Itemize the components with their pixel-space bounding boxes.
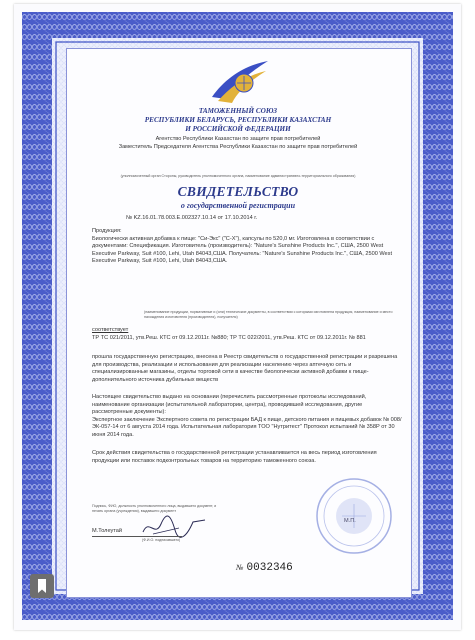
reg-date-label: от bbox=[217, 215, 224, 221]
product-caption: (наименование продукции, нормативные и (или) технические документы, в соответствии с которыми изготовлена продукция, наименование и место нахождения изготовителя (производителя), получателя) bbox=[144, 310, 393, 319]
registration-line bbox=[126, 215, 257, 223]
document-subtitle: о государственной регистрации bbox=[180, 201, 296, 210]
signatory-name: М.Толеутай bbox=[92, 528, 123, 534]
compliance-text: ТР ТС 021/2011, утв.Реш. КТС от 09.12.2011г. №880; ТР ТС 022/2011, утв.Реш. КТС от 09.12.2011г. № 881 bbox=[92, 334, 366, 341]
basis-block bbox=[92, 394, 404, 440]
document-title: СВИДЕТЕЛЬСТВО bbox=[177, 184, 299, 199]
blank-number-value: 0032346 bbox=[246, 562, 293, 574]
union-title: ТАМОЖЕННЫЙ СОЮЗ bbox=[198, 107, 278, 115]
signature-line bbox=[92, 536, 182, 537]
bookmark-icon[interactable] bbox=[30, 574, 54, 598]
signature-caption: Подпись, ФИО, должность уполномоченного лица, выдавшего документ, и печать органа (учреждения), выдавшего документ bbox=[92, 504, 217, 514]
union-countries: РЕСПУБЛИКИ БЕЛАРУСЬ, РЕСПУБЛИКИ КАЗАХСТАН bbox=[144, 116, 332, 124]
validity-text: Срок действия свидетельства о государственной регистрации устанавливается на весь период изготовления продукции или поставок подконтрольных товаров на территорию таможенного союза. bbox=[92, 450, 377, 464]
bookmark-glyph-icon bbox=[30, 574, 54, 598]
official-seal bbox=[314, 476, 394, 556]
basis-text: Экспертное заключение Экспертного совета по регистрации БАД к пище, детского питания и пищевых добавок № 008/ЭК-057-14 от 6 августа 2014 года. Испытательная лаборатория ТОО "Нутритест" Протокол испытаний № 358Р от 30 июня 2014 года. bbox=[92, 416, 402, 438]
certificate-page bbox=[14, 4, 461, 630]
compliance-block bbox=[92, 327, 404, 342]
compliance-label: соответствует bbox=[92, 327, 129, 333]
blank-number bbox=[236, 562, 293, 574]
registration-text: прошла государственную регистрацию, внесена в Реестр свидетельств о государственной регистрации и разрешена для производства, реализации и использования для реализации населению через аптечную сеть и специализированные магазины, отделы торговой сети в качестве биологически активной добавки к пище-дополнительного источника дубильных веществ bbox=[92, 354, 398, 383]
signatory-caption: (Ф.И.О. подписавшего) bbox=[142, 538, 181, 542]
deputy-name: Заместитель Председателя Агентства Республики Казахстан по защите прав потребителей bbox=[118, 144, 358, 150]
registration-block bbox=[92, 354, 404, 384]
product-label: Продукция: bbox=[92, 228, 122, 234]
blank-number-symbol: № bbox=[236, 563, 244, 572]
organ-caption: (уполномоченный орган Стороны, руководитель уполномоченного органа, наименование административно-территориального образования) bbox=[120, 174, 356, 178]
agency-name: Агентство Республики Казахстан по защите прав потребителей bbox=[155, 136, 321, 142]
product-text: Биологически активная добавка к пище: "Си-Экс" ("С-Х"), капсулы по 520,0 мг. Изготовлена в соответствии с документами: Спецификация. Изготовитель (производитель): "Nature's Sunshine Products Inc.", США, 2500 West Executive Parkway, Suit #100, Lehi, Utah 84043,США. Получатель: "Nature's Sunshine Products Inc.", США, 2500 West Executive Parkway, Suit #100, Lehi, Utah 84043,США. bbox=[92, 235, 392, 265]
reg-number: KZ.16.01.78.003.Е.002327.10.14 bbox=[133, 215, 216, 221]
validity-block bbox=[92, 450, 404, 465]
reg-number-label: № bbox=[126, 215, 133, 221]
union-countries-cont: И РОССИЙСКОЙ ФЕДЕРАЦИИ bbox=[185, 125, 291, 133]
reg-date: 17.10.2014 г. bbox=[224, 215, 258, 221]
basis-intro: Настоящее свидетельство выдано на основании (перечислить рассмотренные протоколы исследований, наименование организации (испытательной лаборатории, центра), проводившей исследования, другие рассмотренные документы): bbox=[92, 394, 367, 416]
seal-mark: М.П. bbox=[344, 518, 356, 524]
product-block bbox=[92, 228, 404, 266]
customs-union-emblem-icon bbox=[204, 57, 274, 107]
